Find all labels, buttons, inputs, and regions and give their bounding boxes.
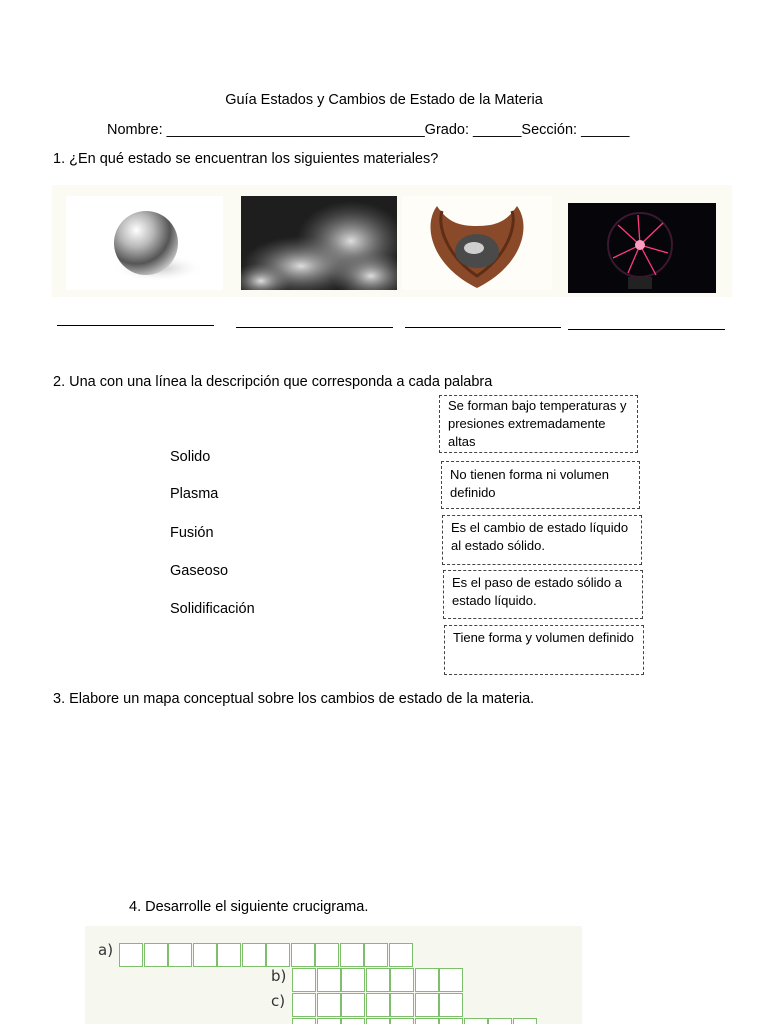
crossword-cell[interactable]	[439, 1018, 463, 1024]
description-box: Es el cambio de estado líquido al estado sólido.	[442, 515, 642, 565]
crossword-cell[interactable]	[292, 968, 316, 992]
crossword-cell[interactable]	[291, 943, 315, 967]
crossword-cell[interactable]	[415, 993, 439, 1017]
page-title: Guía Estados y Cambios de Estado de la Materia	[225, 92, 543, 108]
crossword-cell[interactable]	[266, 943, 290, 967]
crossword-cell[interactable]	[119, 943, 143, 967]
crossword-cell[interactable]	[415, 1018, 439, 1024]
word-item: Gaseoso	[170, 563, 229, 579]
description-box: Es el paso de estado sólido a estado líquido.	[443, 570, 643, 619]
word-item: Solido	[170, 449, 211, 465]
description-box: Tiene forma y volumen definido	[444, 625, 644, 675]
header-fields[interactable]: Nombre: ________________________________Grado: ______Sección: ______	[107, 122, 630, 138]
answer-line-2[interactable]	[236, 327, 393, 328]
crossword-cell[interactable]	[415, 968, 439, 992]
crossword-cell[interactable]	[292, 1018, 316, 1024]
question-2: 2. Una con una línea la descripción que corresponda a cada palabra	[53, 374, 493, 390]
crossword-cell[interactable]	[390, 968, 414, 992]
crossword-cell[interactable]	[193, 943, 217, 967]
crossword-cell[interactable]	[317, 1018, 341, 1024]
description-box: No tienen forma ni volumen definido	[441, 461, 640, 509]
crossword-cell[interactable]	[513, 1018, 537, 1024]
question-3: 3. Elabore un mapa conceptual sobre los cambios de estado de la materia.	[53, 691, 535, 707]
metal-ball-image	[66, 196, 223, 290]
crossword-cell[interactable]	[341, 968, 365, 992]
word-item: Fusión	[170, 525, 214, 541]
crossword-cell[interactable]	[366, 968, 390, 992]
crossword-cell[interactable]	[168, 943, 192, 967]
crossword-cell[interactable]	[366, 993, 390, 1017]
description-box: Se forman bajo temperaturas y presiones extremadamente altas	[439, 395, 638, 453]
clue-label: a)	[98, 941, 114, 959]
clue-label: b)	[271, 967, 287, 985]
crossword-cell[interactable]	[340, 943, 364, 967]
image-strip	[52, 185, 732, 297]
crossword-cell[interactable]	[315, 943, 339, 967]
plasma-ball-image	[568, 203, 716, 293]
clue-label: c)	[271, 992, 286, 1010]
crossword-cell[interactable]	[439, 968, 463, 992]
crossword-cell[interactable]	[439, 993, 463, 1017]
crossword-cell[interactable]	[341, 993, 365, 1017]
crossword-cell[interactable]	[366, 1018, 390, 1024]
smoke-cloud-image	[241, 196, 397, 290]
crossword-cell[interactable]	[317, 968, 341, 992]
water-in-hands-image	[402, 196, 552, 290]
answer-line-4[interactable]	[568, 329, 725, 330]
crossword-cell[interactable]	[364, 943, 388, 967]
crossword-cell[interactable]	[317, 993, 341, 1017]
answer-line-3[interactable]	[405, 327, 561, 328]
word-item: Plasma	[170, 486, 219, 502]
crossword-cell[interactable]	[389, 943, 413, 967]
crossword-cell[interactable]	[341, 1018, 365, 1024]
word-item: Solidificación	[170, 601, 255, 617]
crossword-cell[interactable]	[390, 1018, 414, 1024]
crossword-cell[interactable]	[292, 993, 316, 1017]
question-4: 4. Desarrolle el siguiente crucigrama.	[129, 899, 369, 915]
answer-line-1[interactable]	[57, 325, 214, 326]
crossword-cell[interactable]	[242, 943, 266, 967]
crossword-cell[interactable]	[464, 1018, 488, 1024]
crossword-cell[interactable]	[390, 993, 414, 1017]
crossword-cell[interactable]	[488, 1018, 512, 1024]
question-1: 1. ¿En qué estado se encuentran los siguientes materiales?	[53, 151, 439, 167]
crossword-cell[interactable]	[144, 943, 168, 967]
crossword-cell[interactable]	[217, 943, 241, 967]
crossword-grid	[85, 926, 582, 1024]
